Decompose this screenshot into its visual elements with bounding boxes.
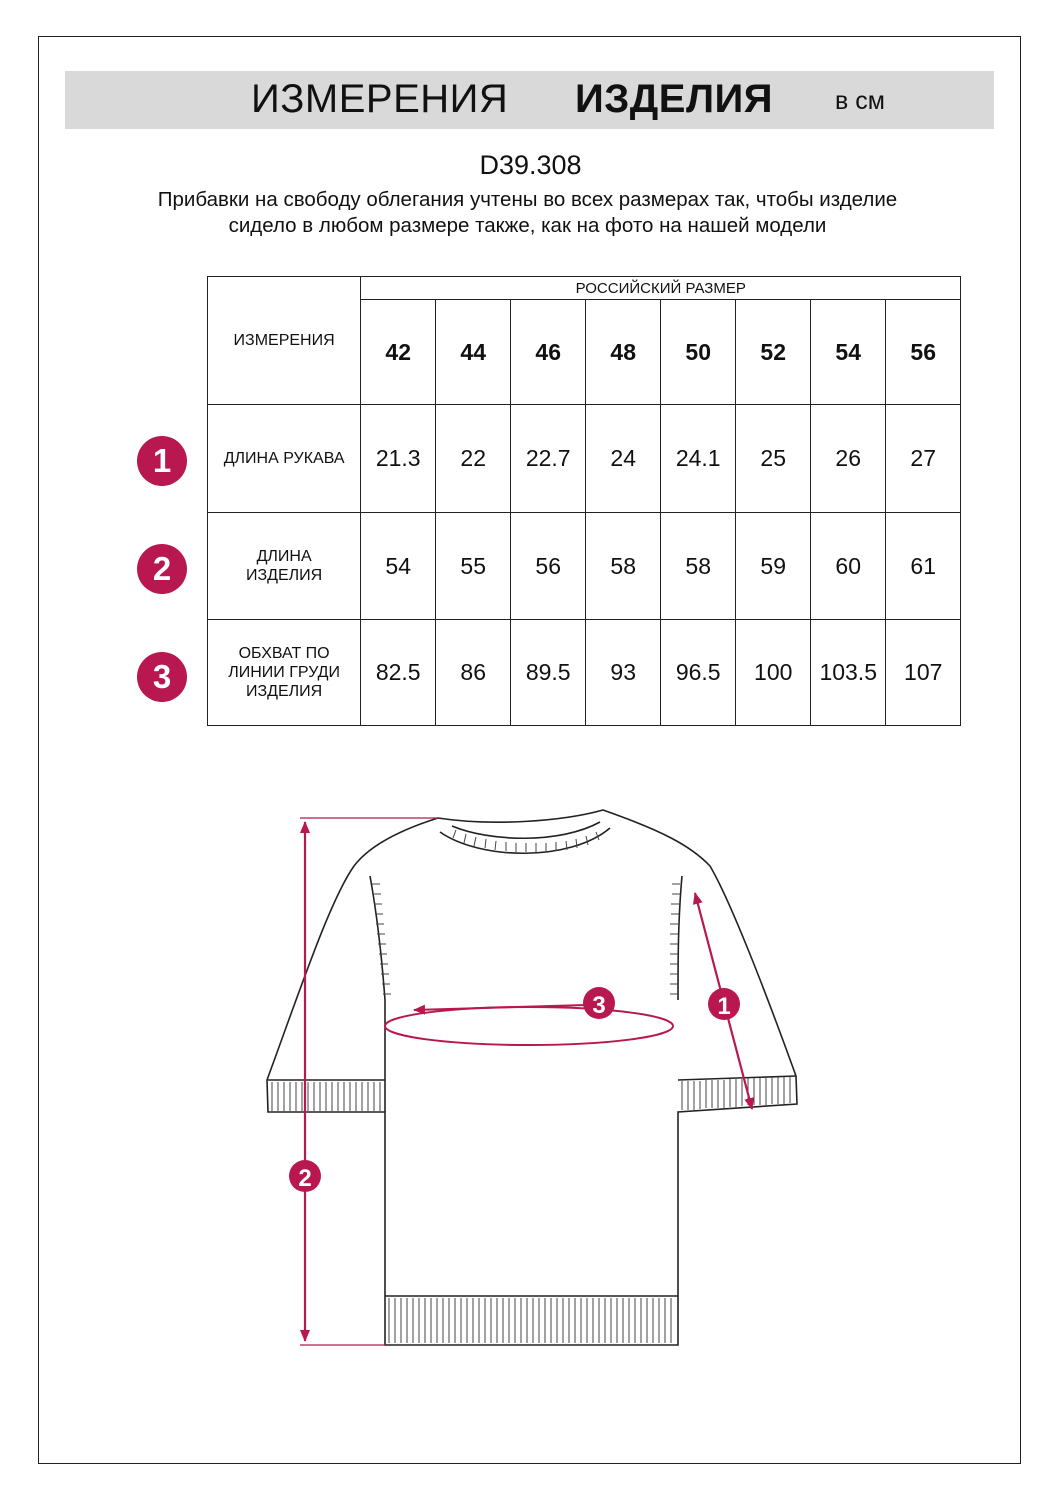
value-cell: 60: [811, 513, 886, 620]
row-badge-2: 2: [137, 544, 187, 594]
value-cell: 22: [436, 405, 511, 513]
row-label: ДЛИНА ИЗДЕЛИЯ: [208, 513, 361, 620]
value-cell: 82.5: [361, 620, 436, 726]
value-cell: 61: [886, 513, 961, 620]
article-code: D39.308: [479, 150, 582, 180]
value-cell: 55: [436, 513, 511, 620]
value-cell: 58: [661, 513, 736, 620]
value-cell: 96.5: [661, 620, 736, 726]
svg-text:2: 2: [298, 1165, 312, 1192]
value-cell: 56: [511, 513, 586, 620]
svg-text:1: 1: [717, 993, 731, 1020]
size-cell: 44: [436, 300, 511, 405]
value-cell: 100: [736, 620, 811, 726]
value-cell: 24.1: [661, 405, 736, 513]
value-cell: 27: [886, 405, 961, 513]
value-cell: 93: [586, 620, 661, 726]
unit-label: в см: [835, 87, 885, 115]
value-cell: 54: [361, 513, 436, 620]
value-cell: 89.5: [511, 620, 586, 726]
value-cell: 107: [886, 620, 961, 726]
value-cell: 22.7: [511, 405, 586, 513]
measure-header: ИЗМЕРЕНИЯ: [208, 277, 361, 405]
marker-1: [708, 988, 740, 1020]
size-cell: 54: [811, 300, 886, 405]
value-cell: 24: [586, 405, 661, 513]
value-cell: 59: [736, 513, 811, 620]
chest-ellipse: [385, 1007, 673, 1045]
row-label: ОБХВАТ ПО ЛИНИИ ГРУДИ ИЗДЕЛИЯ: [208, 620, 361, 726]
svg-text:3: 3: [592, 992, 606, 1019]
marker-3: [583, 987, 615, 1019]
fit-note: Прибавки на свободу облегания учтены во всех размерах так, чтобы изделие сидело в любом размере также, как на фото на нашей модели: [157, 188, 898, 237]
row-label: ДЛИНА РУКАВА: [208, 405, 361, 513]
title-bold: ИЗДЕЛИЯ: [575, 77, 774, 121]
value-cell: 25: [736, 405, 811, 513]
size-group-header: РОССИЙСКИЙ РАЗМЕР: [361, 277, 961, 300]
title-light: ИЗМЕРЕНИЯ: [251, 77, 509, 121]
marker-2: [289, 1160, 321, 1192]
size-cell: 52: [736, 300, 811, 405]
size-cell: 50: [661, 300, 736, 405]
tshirt-outline: [267, 810, 797, 1345]
value-cell: 21.3: [361, 405, 436, 513]
value-cell: 26: [811, 405, 886, 513]
value-cell: 58: [586, 513, 661, 620]
size-cell: 48: [586, 300, 661, 405]
size-cell: 56: [886, 300, 961, 405]
value-cell: 86: [436, 620, 511, 726]
row-badge-1: 1: [137, 436, 187, 486]
ribbing-lines: [272, 830, 790, 1343]
value-cell: 103.5: [811, 620, 886, 726]
row-badge-3: 3: [137, 652, 187, 702]
size-cell: 42: [361, 300, 436, 405]
size-cell: 46: [511, 300, 586, 405]
